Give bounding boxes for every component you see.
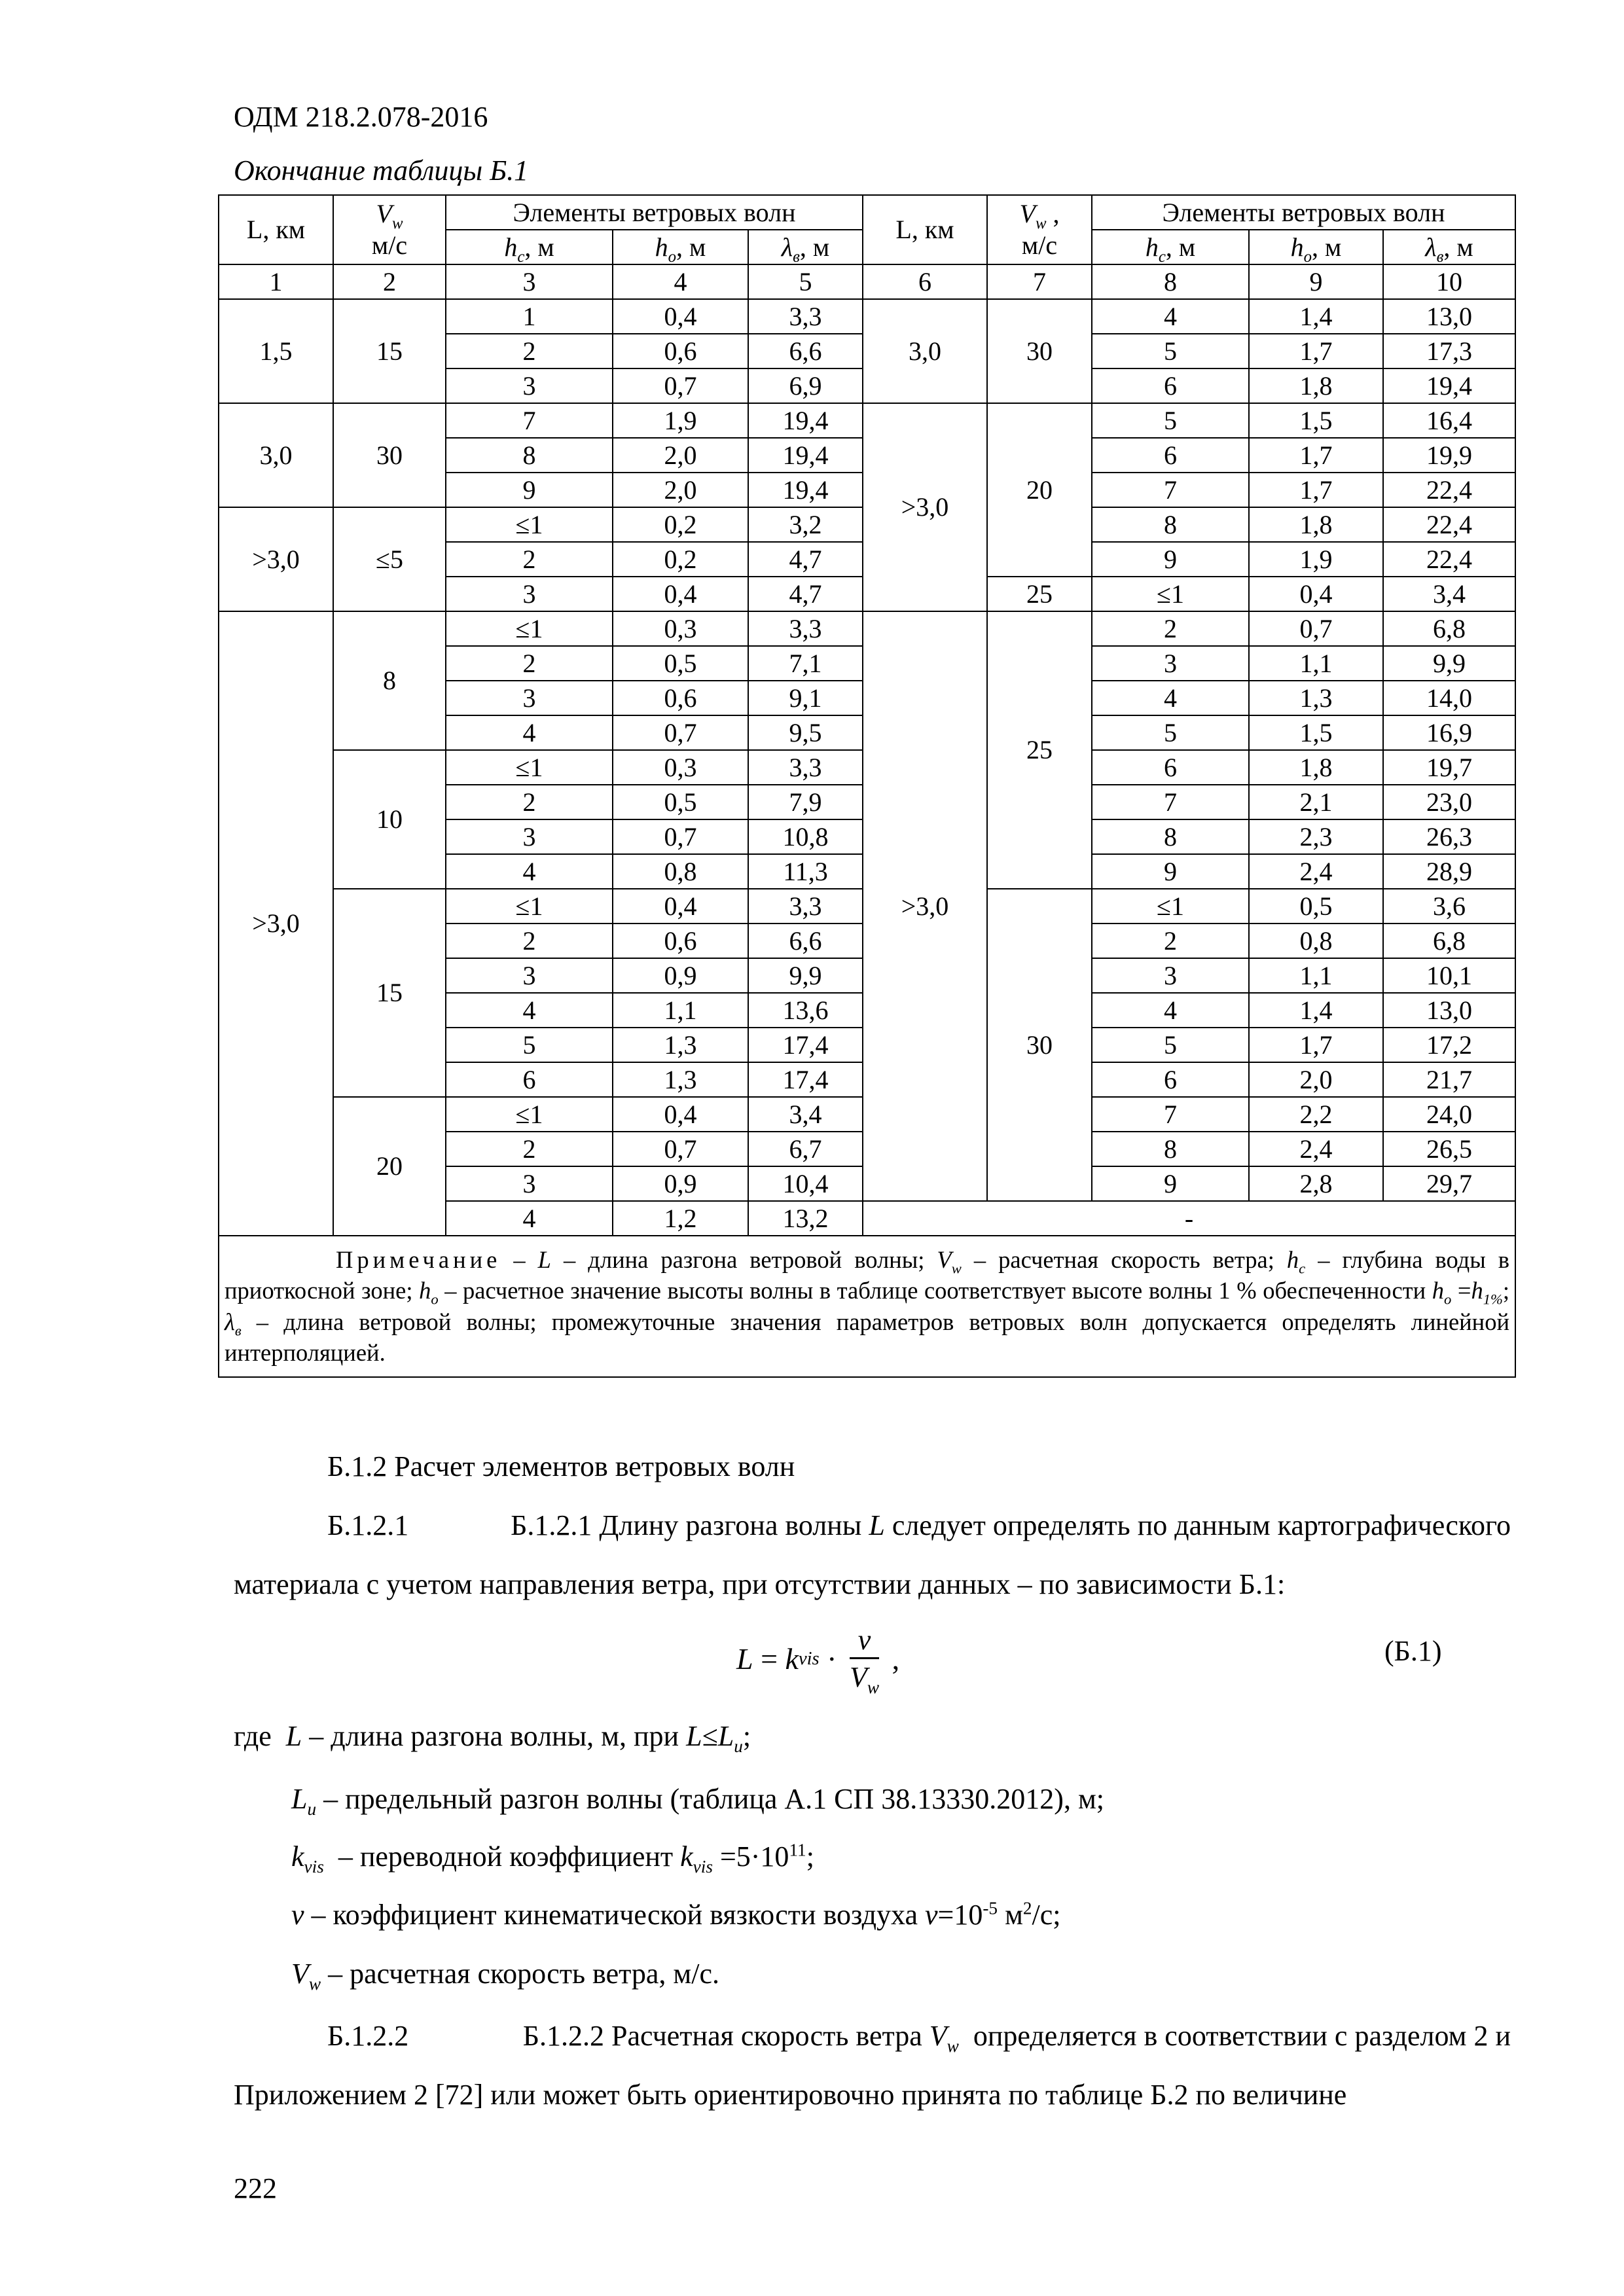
cell-lambda: 3,4 xyxy=(748,1097,863,1132)
header-wave-elements-right: Элементы ветровых волн xyxy=(1092,195,1515,230)
cell-ho: 0,6 xyxy=(613,334,748,368)
cell-vw: 8 xyxy=(333,611,446,750)
cell-ho: 0,7 xyxy=(613,368,748,403)
formula-numerator: ν xyxy=(850,1624,879,1659)
cell-ho-right: 2,3 xyxy=(1249,819,1383,854)
cell-lambda: 3,3 xyxy=(748,889,863,924)
cell-hc: 4 xyxy=(446,1201,613,1236)
cell-lambda: 4,7 xyxy=(748,577,863,611)
cell-hc: 9 xyxy=(446,473,613,507)
header-lambda: $\lambda_в$, м xyxy=(748,230,863,264)
cell-ho-right: 1,1 xyxy=(1249,958,1383,993)
column-number: 3 xyxy=(446,264,613,299)
cell-lambda-right: 14,0 xyxy=(1383,681,1515,715)
cell-ho-right: 1,7 xyxy=(1249,334,1383,368)
cell-ho-right: 1,4 xyxy=(1249,993,1383,1028)
cell-ho: 0,4 xyxy=(613,889,748,924)
cell-hc-right: 8 xyxy=(1092,1132,1249,1166)
cell-vw-right: 25 xyxy=(987,577,1092,611)
cell-hc-right: 8 xyxy=(1092,507,1249,542)
cell-l-right: 3,0 xyxy=(863,299,987,403)
cell-hc: ≤1 xyxy=(446,507,613,542)
cell-hc-right: 2 xyxy=(1092,611,1249,646)
cell-hc: 4 xyxy=(446,715,613,750)
cell-ho-right: 0,7 xyxy=(1249,611,1383,646)
table-row xyxy=(219,611,1515,646)
cell-hc-right: 4 xyxy=(1092,993,1249,1028)
formula-fraction xyxy=(849,1624,880,1698)
cell-hc-right: 4 xyxy=(1092,299,1249,334)
cell-ho: 1,3 xyxy=(613,1028,748,1062)
cell-ho-right: 1,8 xyxy=(1249,368,1383,403)
cell-hc-right: 7 xyxy=(1092,785,1249,819)
cell-hc-right: 7 xyxy=(1092,1097,1249,1132)
header-hc-right: $h_c$, м xyxy=(1092,230,1249,264)
page-number: 222 xyxy=(234,2172,277,2204)
cell-hc: 2 xyxy=(446,1132,613,1166)
cell-ho: 0,9 xyxy=(613,958,748,993)
cell-hc: 2 xyxy=(446,785,613,819)
definition-nu: ν – коэффициент кинематической вязкости воздуха $\nu=10^{-5}$ $м^2/с$; xyxy=(291,1898,1061,1931)
cell-hc: 5 xyxy=(446,1028,613,1062)
paragraph-b122 xyxy=(327,2017,1511,2054)
cell-lambda-right: 13,0 xyxy=(1383,993,1515,1028)
cell-hc-right: 5 xyxy=(1092,715,1249,750)
header-ho: $h_o$, м xyxy=(613,230,748,264)
column-number: 9 xyxy=(1249,264,1383,299)
column-number: 6 xyxy=(863,264,987,299)
cell-lambda-right: 22,4 xyxy=(1383,473,1515,507)
note-row xyxy=(219,1236,1515,1377)
cell-vw-right: 20 xyxy=(987,403,1092,577)
cell-l-right: >3,0 xyxy=(863,611,987,1201)
cell-ho-right: 1,5 xyxy=(1249,403,1383,438)
cell-ho: 2,0 xyxy=(613,473,748,507)
cell-hc: 2 xyxy=(446,542,613,577)
cell-vw-right: 30 xyxy=(987,889,1092,1201)
cell-ho: 0,5 xyxy=(613,646,748,681)
table-caption: Окончание таблицы Б.1 xyxy=(234,154,529,187)
cell-ho-right: 2,1 xyxy=(1249,785,1383,819)
cell-ho: 0,5 xyxy=(613,785,748,819)
definition-kvis: $k_{vis}$ – переводной коэффициент $k_{vis} =5\cdot 10^{11}$; xyxy=(291,1840,814,1876)
table-row xyxy=(219,299,1515,334)
cell-l-right: >3,0 xyxy=(863,403,987,611)
cell-ho-right: 2,4 xyxy=(1249,1132,1383,1166)
cell-ho-right: 0,8 xyxy=(1249,924,1383,958)
cell-ho-right: 1,8 xyxy=(1249,750,1383,785)
cell-hc-right: ≤1 xyxy=(1092,889,1249,924)
cell-ho: 0,2 xyxy=(613,507,748,542)
formula-b1: L = k vis · $\frac{\nu}{V_w}$ , xyxy=(736,1624,900,1698)
cell-ho-right: 2,0 xyxy=(1249,1062,1383,1097)
cell-hc: 3 xyxy=(446,819,613,854)
definition-lu: $L_u$ – предельный разгон волны (таблица А.1 СП 38.13330.2012), м; xyxy=(291,1783,1105,1819)
cell-lambda-right: 6,8 xyxy=(1383,924,1515,958)
cell-ho-right: 1,3 xyxy=(1249,681,1383,715)
formula-lhs: L xyxy=(736,1642,753,1676)
cell-lambda-right: 23,0 xyxy=(1383,785,1515,819)
para1-text: Б.1.2.1 Длину разгона волны L следует определять по данным картографического xyxy=(511,1509,1511,1541)
cell-hc-right: 4 xyxy=(1092,681,1249,715)
wind-wave-table xyxy=(218,194,1516,1378)
section-heading: Б.1.2 Расчет элементов ветровых волн xyxy=(327,1450,795,1482)
header-l-right: L, км xyxy=(863,195,987,264)
cell-hc: 3 xyxy=(446,681,613,715)
cell-hc-right: 8 xyxy=(1092,819,1249,854)
cell-lambda: 6,7 xyxy=(748,1132,863,1166)
cell-hc: ≤1 xyxy=(446,1097,613,1132)
cell-vw-right: 25 xyxy=(987,611,1092,889)
column-number: 8 xyxy=(1092,264,1249,299)
cell-lambda: 13,6 xyxy=(748,993,863,1028)
cell-hc-right: 7 xyxy=(1092,473,1249,507)
cell-ho: 0,6 xyxy=(613,681,748,715)
cell-hc: 7 xyxy=(446,403,613,438)
column-number: 1 xyxy=(219,264,333,299)
cell-ho-right: 0,5 xyxy=(1249,889,1383,924)
cell-ho: 0,7 xyxy=(613,819,748,854)
cell-ho-right: 1,7 xyxy=(1249,473,1383,507)
cell-hc: 2 xyxy=(446,646,613,681)
cell-lambda-right: 6,8 xyxy=(1383,611,1515,646)
cell-ho: 0,4 xyxy=(613,299,748,334)
formula-eq: = xyxy=(753,1642,785,1676)
cell-lambda: 6,6 xyxy=(748,334,863,368)
cell-lambda-right: 24,0 xyxy=(1383,1097,1515,1132)
definition-vw: $V_w$ – расчетная скорость ветра, м/с. xyxy=(291,1958,719,1994)
cell-hc: 6 xyxy=(446,1062,613,1097)
column-number: 7 xyxy=(987,264,1092,299)
cell-hc-right: 5 xyxy=(1092,334,1249,368)
cell-hc-right: 2 xyxy=(1092,924,1249,958)
cell-lambda-right: 19,9 xyxy=(1383,438,1515,473)
cell-hc: 8 xyxy=(446,438,613,473)
cell-hc: 3 xyxy=(446,577,613,611)
cell-lambda-right: 22,4 xyxy=(1383,542,1515,577)
formula-number: (Б.1) xyxy=(1384,1635,1442,1667)
where-line: где L – длина разгона волны, м, при $L\le L_u$; xyxy=(234,1720,751,1756)
cell-hc: ≤1 xyxy=(446,750,613,785)
paragraph-b121 xyxy=(327,1507,1511,1544)
cell-lambda: 9,1 xyxy=(748,681,863,715)
cell-lambda-right: 28,9 xyxy=(1383,854,1515,889)
para1-words-1: Б.1.2.1 xyxy=(327,1509,409,1541)
cell-hc-right: 9 xyxy=(1092,854,1249,889)
cell-lambda-right: 10,1 xyxy=(1383,958,1515,993)
cell-ho-right: 0,4 xyxy=(1249,577,1383,611)
cell-lambda-right: 19,4 xyxy=(1383,368,1515,403)
cell-ho: 0,4 xyxy=(613,577,748,611)
header-ho-right: $h_o$, м xyxy=(1249,230,1383,264)
cell-lambda: 11,3 xyxy=(748,854,863,889)
cell-lambda-right: 21,7 xyxy=(1383,1062,1515,1097)
cell-hc-right: 5 xyxy=(1092,1028,1249,1062)
cell-l: 3,0 xyxy=(219,403,333,507)
cell-ho-right: 2,2 xyxy=(1249,1097,1383,1132)
cell-lambda: 3,3 xyxy=(748,611,863,646)
header-hc: $h_c$, м xyxy=(446,230,613,264)
cell-hc: 3 xyxy=(446,368,613,403)
cell-lambda: 19,4 xyxy=(748,438,863,473)
cell-ho: 0,9 xyxy=(613,1166,748,1201)
column-number: 2 xyxy=(333,264,446,299)
para2-text: Б.1.2.2 Расчетная скорость ветра $V_w$ определяется в соответствии с разделом 2 и xyxy=(522,2020,1511,2056)
cell-lambda: 9,9 xyxy=(748,958,863,993)
cell-ho: 0,3 xyxy=(613,750,748,785)
cell-lambda-right: 13,0 xyxy=(1383,299,1515,334)
cell-ho: 0,7 xyxy=(613,715,748,750)
cell-lambda-right: 16,9 xyxy=(1383,715,1515,750)
cell-ho-right: 1,7 xyxy=(1249,438,1383,473)
cell-lambda: 6,6 xyxy=(748,924,863,958)
cell-vw: ≤5 xyxy=(333,507,446,611)
cell-vw: 30 xyxy=(333,403,446,507)
cell-lambda-right: 16,4 xyxy=(1383,403,1515,438)
cell-lambda: 19,4 xyxy=(748,403,863,438)
cell-hc-right: ≤1 xyxy=(1092,577,1249,611)
cell-lambda-right: 3,6 xyxy=(1383,889,1515,924)
cell-lambda: 3,3 xyxy=(748,750,863,785)
cell-hc-right: 6 xyxy=(1092,750,1249,785)
cell-lambda-right: 26,3 xyxy=(1383,819,1515,854)
cell-ho-right: 1,4 xyxy=(1249,299,1383,334)
cell-ho: 0,4 xyxy=(613,1097,748,1132)
cell-hc: ≤1 xyxy=(446,889,613,924)
cell-hc: 3 xyxy=(446,958,613,993)
cell-hc: 2 xyxy=(446,334,613,368)
cell-lambda: 7,1 xyxy=(748,646,863,681)
cell-ho-right: 2,4 xyxy=(1249,854,1383,889)
paragraph-b122-line2: Приложением 2 [72] или может быть ориентировочно принята по таблице Б.2 по величине xyxy=(234,2079,1347,2111)
cell-hc: 1 xyxy=(446,299,613,334)
cell-ho: 0,8 xyxy=(613,854,748,889)
cell-vw: 10 xyxy=(333,750,446,889)
cell-lambda: 4,7 xyxy=(748,542,863,577)
cell-ho: 1,3 xyxy=(613,1062,748,1097)
column-numbers-row xyxy=(219,264,1515,299)
formula-denominator: $V_w$ xyxy=(849,1661,880,1698)
cell-lambda-right: 19,7 xyxy=(1383,750,1515,785)
cell-l: >3,0 xyxy=(219,507,333,611)
table-row xyxy=(219,403,1515,438)
column-number: 10 xyxy=(1383,264,1515,299)
cell-lambda: 17,4 xyxy=(748,1062,863,1097)
cell-vw: 15 xyxy=(333,299,446,403)
cell-lambda-right: 26,5 xyxy=(1383,1132,1515,1166)
cell-hc-right: 9 xyxy=(1092,1166,1249,1201)
cell-lambda: 6,9 xyxy=(748,368,863,403)
cell-ho-right: 1,1 xyxy=(1249,646,1383,681)
cell-hc: 3 xyxy=(446,1166,613,1201)
cell-ho: 1,1 xyxy=(613,993,748,1028)
cell-lambda-right: 9,9 xyxy=(1383,646,1515,681)
paragraph-b121-line2: материала с учетом направления ветра, при отсутствии данных – по зависимости Б.1: xyxy=(234,1568,1286,1600)
cell-hc-right: 6 xyxy=(1092,1062,1249,1097)
para2-words-1: Б.1.2.2 xyxy=(327,2020,409,2052)
cell-hc-right: 5 xyxy=(1092,403,1249,438)
cell-ho: 0,6 xyxy=(613,924,748,958)
cell-hc: 2 xyxy=(446,924,613,958)
cell-ho-right: 1,9 xyxy=(1249,542,1383,577)
cell-l: >3,0 xyxy=(219,611,333,1236)
document-code: ОДМ 218.2.078-2016 xyxy=(234,101,488,133)
cell-vw-right: 30 xyxy=(987,299,1092,403)
cell-lambda-right: 22,4 xyxy=(1383,507,1515,542)
cell-lambda: 3,3 xyxy=(748,299,863,334)
cell-lambda: 17,4 xyxy=(748,1028,863,1062)
cell-vw: 15 xyxy=(333,889,446,1097)
cell-lambda: 9,5 xyxy=(748,715,863,750)
cell-ho-right: 1,8 xyxy=(1249,507,1383,542)
cell-lambda-right: 17,3 xyxy=(1383,334,1515,368)
cell-hc: 4 xyxy=(446,854,613,889)
cell-hc-right: 9 xyxy=(1092,542,1249,577)
cell-hc-right: 6 xyxy=(1092,368,1249,403)
formula-comma: , xyxy=(884,1642,900,1676)
header-vw: $V_w$ м/с xyxy=(333,195,446,264)
cell-lambda: 10,4 xyxy=(748,1166,863,1201)
column-number: 5 xyxy=(748,264,863,299)
cell-ho: 1,2 xyxy=(613,1201,748,1236)
cell-hc-right: 3 xyxy=(1092,958,1249,993)
header-l: L, км xyxy=(219,195,333,264)
table-note: Примечание – L – длина разгона ветровой волны; $V_w$ – расчетная скорость ветра; $h_c$ – глубина воды в приоткосной зоне; $h_o$ – расчетное значение высоты волны в таблице соответствует высоте волны 1 % обеспеченности $h_o =h_{1\%}$; $\lambda_в$ – длина ветровой волны; промежуточные значения параметров ветровых волн допускается определять линейной интерполяцией. xyxy=(219,1236,1515,1377)
cell-hc-right: 6 xyxy=(1092,438,1249,473)
cell-ho-right: 1,7 xyxy=(1249,1028,1383,1062)
cell-hc: ≤1 xyxy=(446,611,613,646)
cell-ho: 0,2 xyxy=(613,542,748,577)
empty-dash-cell: - xyxy=(863,1201,1515,1236)
cell-lambda: 13,2 xyxy=(748,1201,863,1236)
cell-ho: 2,0 xyxy=(613,438,748,473)
cell-hc: 4 xyxy=(446,993,613,1028)
cell-hc-right: 3 xyxy=(1092,646,1249,681)
cell-ho-right: 1,5 xyxy=(1249,715,1383,750)
header-wave-elements: Элементы ветровых волн xyxy=(446,195,863,230)
cell-ho-right: 2,8 xyxy=(1249,1166,1383,1201)
header-lambda-right: $\lambda_в$, м xyxy=(1383,230,1515,264)
cell-lambda-right: 3,4 xyxy=(1383,577,1515,611)
cell-l: 1,5 xyxy=(219,299,333,403)
cell-lambda: 7,9 xyxy=(748,785,863,819)
cell-ho: 0,7 xyxy=(613,1132,748,1166)
note-label: Примечание xyxy=(336,1246,501,1273)
cell-vw: 20 xyxy=(333,1097,446,1236)
cell-lambda: 10,8 xyxy=(748,819,863,854)
cell-ho: 1,9 xyxy=(613,403,748,438)
cell-lambda-right: 29,7 xyxy=(1383,1166,1515,1201)
cell-lambda-right: 17,2 xyxy=(1383,1028,1515,1062)
header-vw-right: $V_w$ , м/с xyxy=(987,195,1092,264)
cell-lambda: 19,4 xyxy=(748,473,863,507)
cell-lambda: 3,2 xyxy=(748,507,863,542)
column-number: 4 xyxy=(613,264,748,299)
formula-dot: · xyxy=(819,1642,844,1676)
formula-k: k xyxy=(785,1642,799,1676)
header-row-1 xyxy=(219,195,1515,230)
cell-ho: 0,3 xyxy=(613,611,748,646)
